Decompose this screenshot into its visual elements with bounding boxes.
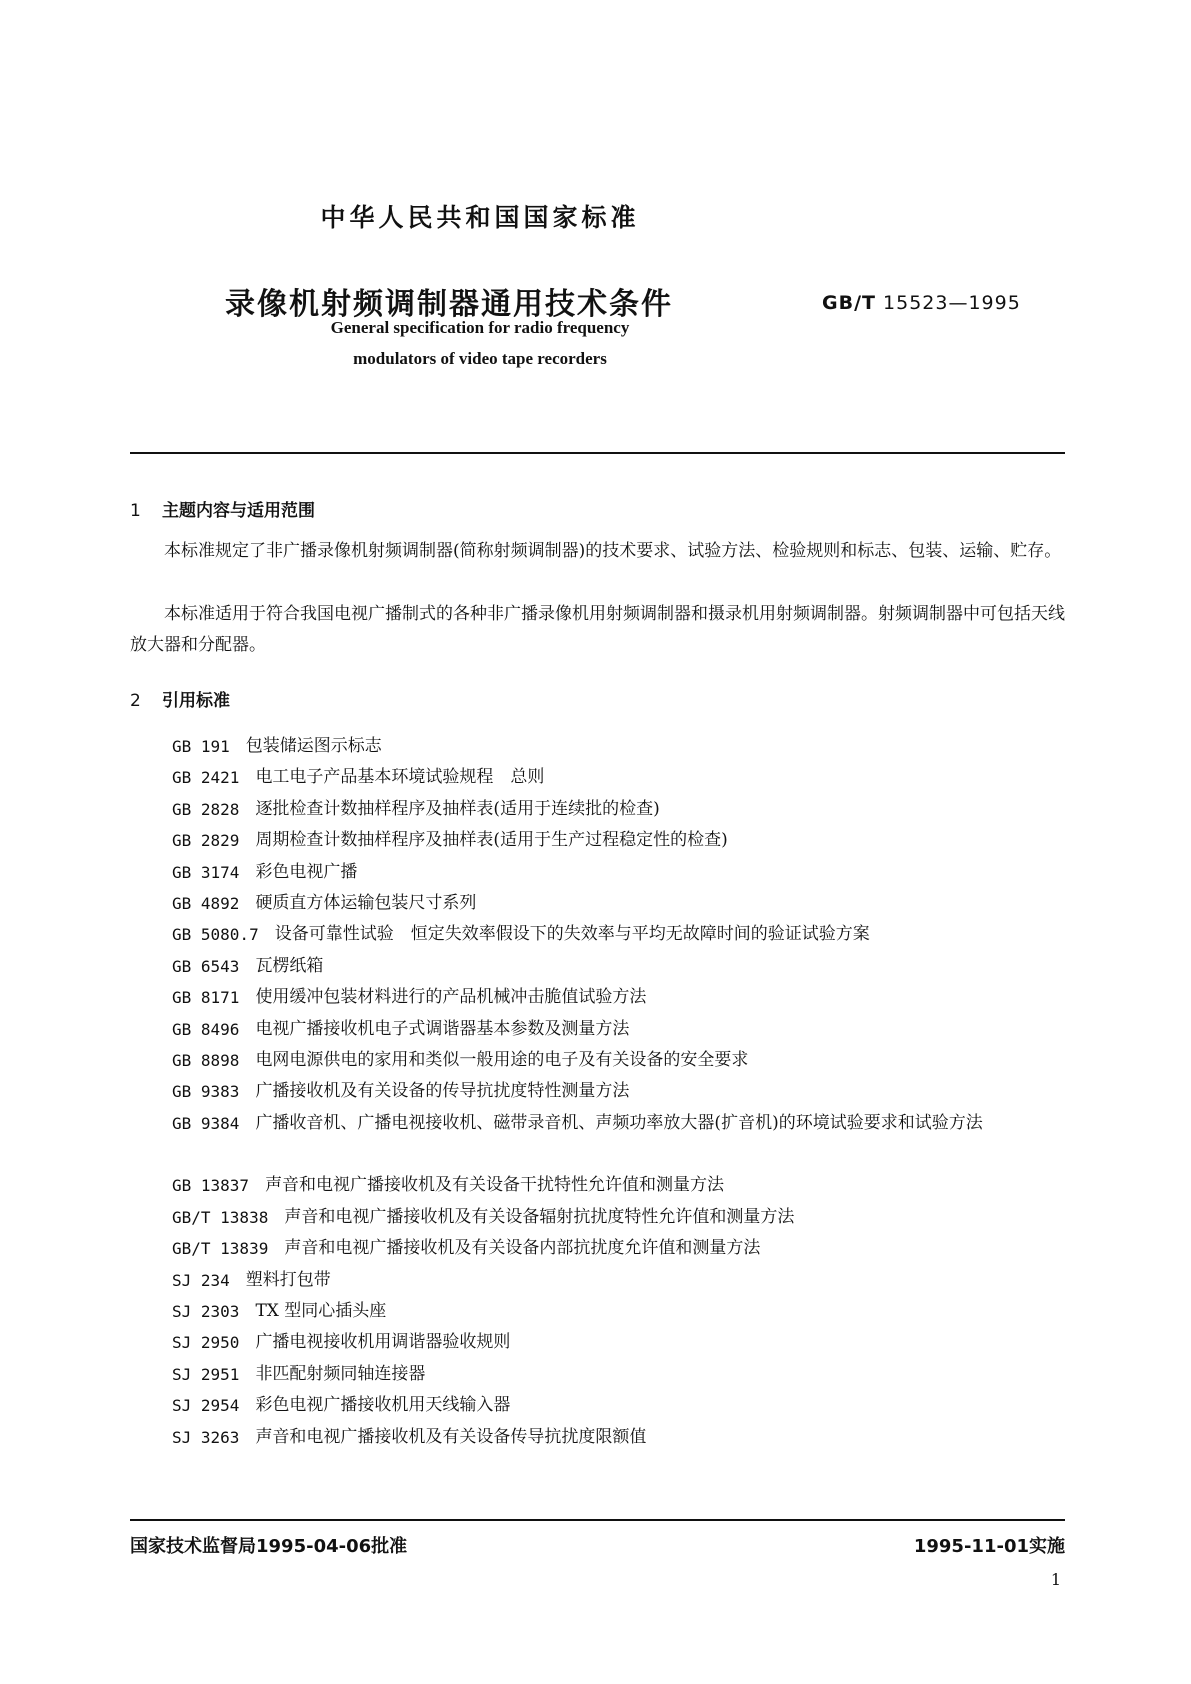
implementation-date: 1995-11-01实施 [913,1536,1065,1557]
section-1-number: 1 [130,501,141,521]
standard-number [822,292,1021,314]
reference-item [172,857,1072,888]
reference-code: SJ 2951 [172,1364,240,1384]
reference-title: 广播收音机、广播电视接收机、磁带录音机、声频功率放大器(扩音机)的环境试验要求和试验方法 [255,1112,983,1133]
reference-code: SJ 2303 [172,1302,240,1322]
section-1-paragraph-2: 本标准适用于符合我国电视广播制式的各种非广播录像机用射频调制器和摄录机用射频调制器。射频调制器中可包括天线放大器和分配器。 [130,604,1065,655]
reference-title: 设备可靠性试验 恒定失效率假设下的失效率与平均无故障时间的验证试验方案 [274,924,870,945]
reference-code: SJ 3263 [172,1427,240,1447]
reference-list [172,731,1072,1453]
section-1-heading [130,496,315,521]
reference-item [172,1422,1072,1453]
reference-code: GB 2421 [172,768,240,788]
reference-title: 声音和电视广播接收机及有关设备干扰特性允许值和测量方法 [265,1175,725,1196]
national-standard-heading: 中华人民共和国国家标准 [320,203,640,232]
reference-code: SJ 2954 [172,1396,240,1416]
reference-item [172,1327,1072,1358]
reference-code: GB 8898 [172,1050,240,1070]
reference-title: 硬质直方体运输包装尺寸系列 [255,892,477,913]
reference-item [172,1390,1072,1421]
section-2-heading [130,686,230,711]
reference-code: GB 5080.7 [172,925,259,945]
reference-title: 广播电视接收机用调谐器验收规则 [255,1332,511,1353]
reference-title: 电工电子产品基本环境试验规程 总则 [255,767,545,788]
reference-item [172,1170,1072,1201]
reference-code: GB 4892 [172,893,240,913]
reference-title: 声音和电视广播接收机及有关设备传导抗扰度限额值 [255,1426,647,1447]
reference-code: GB 191 [172,737,230,756]
section-2-title: 引用标准 [162,691,230,711]
english-title-line2: modulators of video tape recorders [353,349,607,368]
reference-code: GB 2829 [172,831,240,851]
reference-item [172,762,1072,793]
reference-item [172,1202,1072,1233]
reference-code: GB 9383 [172,1082,240,1102]
page-number: 1 [1050,1570,1061,1589]
reference-code: SJ 2950 [172,1333,240,1353]
reference-item [172,888,1072,919]
reference-title: 瓦楞纸箱 [255,955,324,976]
section-1-paragraph-1: 本标准规定了非广播录像机射频调制器(简称射频调制器)的技术要求、试验方法、检验规则和标志、包装、运输、贮存。 [164,541,1062,561]
reference-item [172,1233,1072,1264]
standard-prefix: GB/T [822,292,876,314]
document-title: 录像机射频调制器通用技术条件 [225,287,673,322]
reference-code: GB/T 13838 [172,1207,269,1227]
reference-item [172,982,1072,1013]
reference-item [172,1108,1072,1171]
reference-item [172,1076,1072,1107]
reference-title: 声音和电视广播接收机及有关设备内部抗扰度允许值和测量方法 [284,1238,761,1259]
standard-number-value: 15523—1995 [883,292,1021,314]
reference-code: SJ 234 [172,1270,230,1290]
reference-code: GB 3174 [172,862,240,882]
reference-title: 塑料打包带 [245,1269,331,1290]
reference-code: GB 13837 [172,1176,250,1196]
section-2-number: 2 [130,691,141,711]
reference-title: 彩色电视广播 [255,861,358,882]
reference-title: 彩色电视广播接收机用天线输入器 [255,1395,511,1416]
reference-item [172,919,1072,950]
reference-title: 使用缓冲包装材料进行的产品机械冲击脆值试验方法 [255,987,647,1008]
section-1-title: 主题内容与适用范围 [162,501,315,521]
reference-code: GB 2828 [172,799,240,819]
reference-code: GB 9384 [172,1113,240,1133]
reference-title: 逐批检查计数抽样程序及抽样表(适用于连续批的检查) [255,798,660,819]
reference-code: GB 8171 [172,988,240,1008]
reference-item [172,1265,1072,1296]
reference-code: GB 8496 [172,1019,240,1039]
approval-date: 国家技术监督局1995-04-06批准 [130,1536,408,1557]
reference-title: 非匹配射频同轴连接器 [255,1363,426,1384]
reference-item [172,731,1072,762]
reference-code: GB 6543 [172,956,240,976]
reference-code: GB/T 13839 [172,1239,269,1259]
reference-title: 电视广播接收机电子式调谐器基本参数及测量方法 [255,1018,630,1039]
reference-item [172,951,1072,982]
reference-item [172,1045,1072,1076]
reference-item [172,1014,1072,1045]
reference-item [172,1359,1072,1390]
footer-divider [130,1519,1065,1521]
reference-title: 包装储运图示标志 [245,736,382,756]
english-title-line1: General specification for radio frequency [330,318,630,337]
reference-title: 广播接收机及有关设备的传导抗扰度特性测量方法 [255,1081,630,1102]
reference-title: 声音和电视广播接收机及有关设备辐射抗扰度特性允许值和测量方法 [284,1206,795,1227]
reference-title: 周期检查计数抽样程序及抽样表(适用于生产过程稳定性的检查) [255,830,728,851]
reference-title: TX 型同心插头座 [255,1301,387,1322]
reference-item [172,825,1072,856]
reference-title: 电网电源供电的家用和类似一般用途的电子及有关设备的安全要求 [255,1049,749,1070]
header-divider [130,452,1065,454]
reference-item [172,1296,1072,1327]
reference-item [172,794,1072,825]
